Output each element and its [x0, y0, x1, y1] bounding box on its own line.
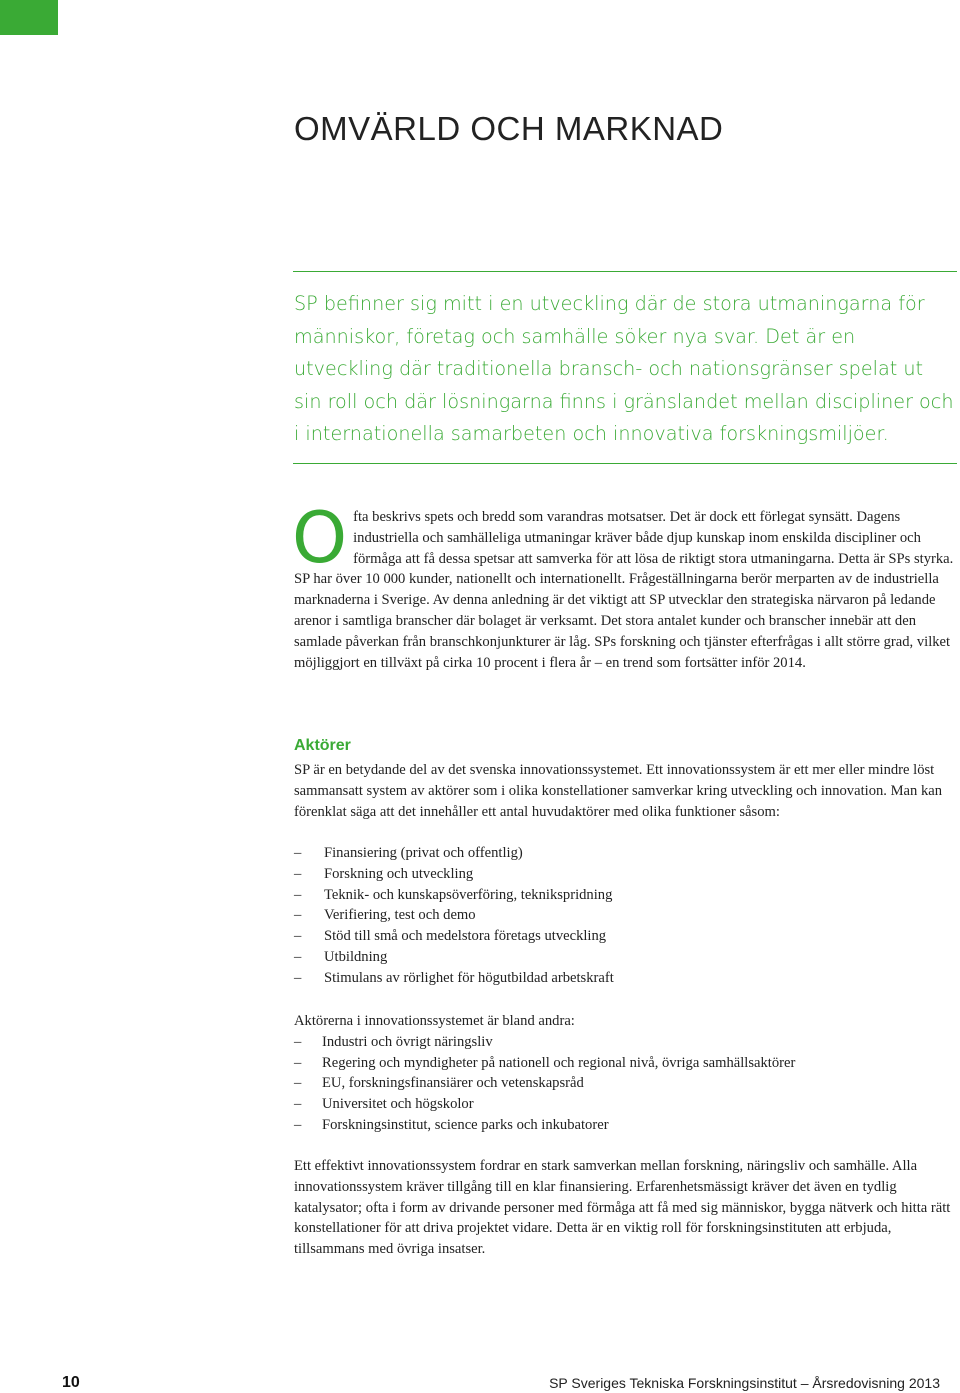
list-item: – EU, forskningsfinansiärer och vetenskapsråd: [294, 1073, 954, 1094]
dash-bullet: –: [294, 845, 302, 861]
list-item: – Verifiering, test och demo: [294, 905, 954, 926]
dash-bullet: –: [294, 1075, 302, 1092]
footer-text: SP Sveriges Tekniska Forskningsinstitut – Årsredovisning 2013: [549, 1375, 940, 1391]
actors-section: [294, 1011, 954, 1136]
customers-paragraph: SP har över 10 000 kunder, nationellt och internationellt. Frågeställningarna berör merparten av de industriella marknaderna i Sverige. Av denna anledning är det viktigt att SP utvecklar den strategiska närvaron på ledande arenor i samtliga branscher där bolaget är verksamt. Det stora antalet kunder och branscher innebär att den samlade påverkan från branschkonjunkturer är låg. SPs forskning och tjänster efterfrågas i allt större grad, vilket möjliggjort en tillväxt på cirka 10 procent i flera år – en trend som fortsätter inför 2014.: [294, 571, 951, 671]
section-heading-aktorer: Aktörer: [294, 737, 351, 754]
dash-bullet: –: [294, 865, 302, 882]
corner-green-block: [0, 0, 58, 35]
ingress-paragraph: SP befinner sig mitt i en utveckling där de stora utmaningarna för människor, företag och samhälle söker nya svar. Det är en utveckling där traditionella bransch- och nationsgränser spelat ut sin roll och där lösningarna finns i gränslandet mellan discipliner och i internationella samarbeten och innovativa forskningsmiljöer.: [294, 292, 954, 445]
list-item: – Teknik- och kunskapsöverföring, teknikspridning: [294, 885, 954, 906]
page-number: 10: [62, 1374, 80, 1391]
intro-section: [292, 497, 954, 673]
list-item: – Utbildning: [294, 947, 954, 968]
functions-list: [294, 843, 954, 989]
actors-list: [294, 1032, 954, 1136]
dash-bullet: –: [294, 928, 302, 945]
final-section: [294, 1156, 954, 1260]
final-paragraph: Ett effektivt innovationssystem fordrar en stark samverkan mellan forskning, näringsliv och samhälle. Alla innovationssystem kräver tillgång till en klar finansiering. Erfarenhetsmässigt kräver det även en tydlig katalysator; ofta i form av drivande personer med förmåga att få med sig människor, bygga nätverk och hitta rätt konstellationer för att driva projektet vidare. Detta är en viktig roll för forskningsinstituten att erbjuda, tillsammans med övriga insatser.: [294, 1158, 951, 1258]
dash-bullet: –: [294, 907, 302, 924]
aktorer-section: [294, 760, 954, 822]
dash-bullet: –: [294, 1033, 302, 1050]
dash-bullet: –: [294, 886, 302, 903]
drop-cap: O: [292, 497, 348, 579]
list-item: – Forskningsinstitut, science parks och inkubatorer: [294, 1115, 954, 1136]
dash-bullet: –: [294, 1096, 302, 1113]
intro-paragraph: fta beskrivs spets och bredd som varandras motsatser. Det är dock ett förlegat synsätt. Dagens industriella och samhälleliga utmaningar kräver både djup kunskap inom enskilda discipliner och förmåga att få dessa spetsar att samverka för att lösa de riktigt stora utmaningarna. Detta är SPs styrka.: [353, 509, 954, 567]
top-divider: [293, 271, 957, 272]
actors-intro: Aktörerna i innovationssystemet är bland andra:: [294, 1013, 575, 1029]
dash-bullet: –: [294, 1054, 302, 1071]
list-item: – Forskning och utveckling: [294, 864, 954, 885]
dash-bullet: –: [294, 1116, 302, 1133]
list-item: – Finansiering (privat och offentlig): [294, 843, 954, 864]
list-item: – Universitet och högskolor: [294, 1094, 954, 1115]
bottom-divider: [293, 463, 957, 464]
page-title: OMVÄRLD OCH MARKNAD: [294, 110, 724, 147]
list-item: – Industri och övrigt näringsliv: [294, 1032, 954, 1053]
aktorer-paragraph: SP är en betydande del av det svenska innovationssystemet. Ett innovationssystem är ett mer eller mindre löst sammansatt system av aktörer som i olika konstellationer samverkar kring utveckling och innovation. Man kan förenklat säga att det innehåller ett antal huvudaktörer med olika funktioner såsom:: [294, 762, 943, 820]
functions-list-block: [294, 843, 954, 989]
dash-bullet: –: [294, 969, 302, 986]
list-item: – Stimulans av rörlighet för högutbildad arbetskraft: [294, 968, 954, 989]
dash-bullet: –: [294, 948, 302, 965]
list-item: – Regering och myndigheter på nationell och regional nivå, övriga samhällsaktörer: [294, 1053, 954, 1074]
list-item: – Stöd till små och medelstora företags utveckling: [294, 926, 954, 947]
